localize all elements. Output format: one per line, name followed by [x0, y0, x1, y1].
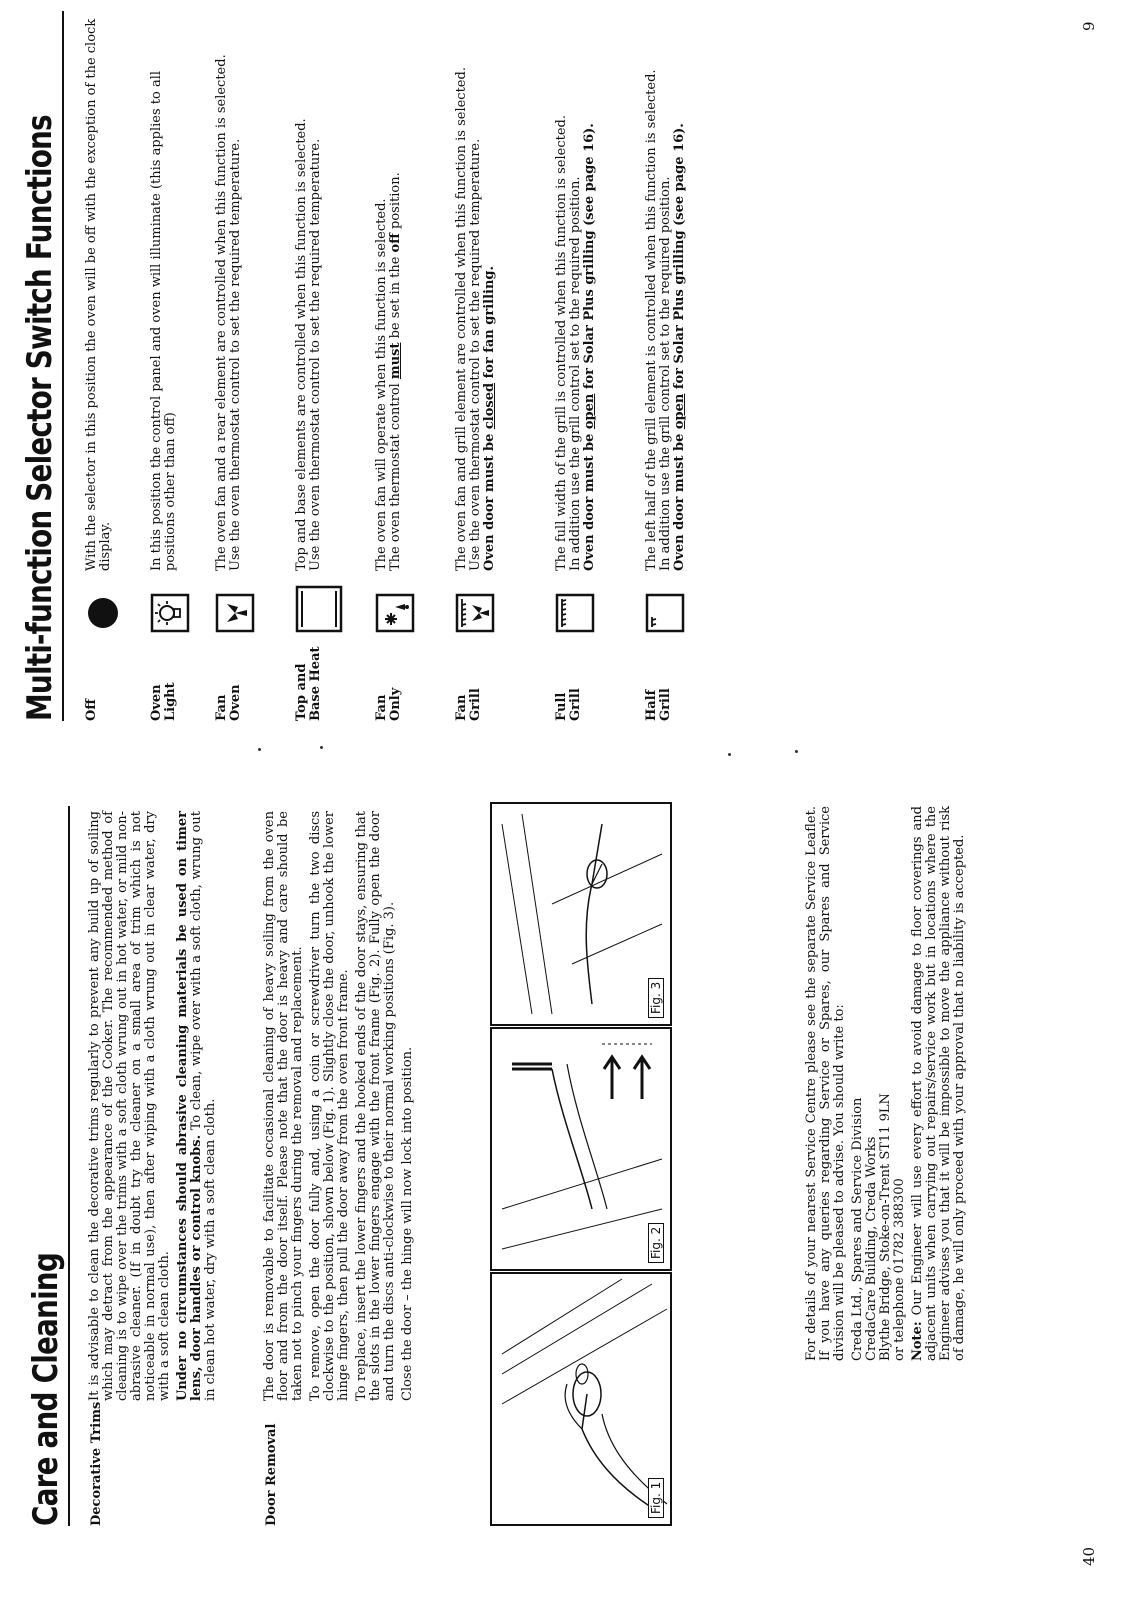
figure-1: [490, 1272, 672, 1526]
emphasis-underlined: open: [582, 393, 597, 430]
description-line: The oven fan will operate when this function is selected.: [374, 198, 389, 571]
function-description: [555, 11, 597, 571]
service-address: [851, 806, 907, 1361]
text-segment: The oven thermostat control: [388, 379, 403, 571]
fan-only-icon: [375, 593, 415, 633]
decorative-trims-label: Decorative Trims: [89, 1401, 104, 1526]
margin-dot: [320, 746, 323, 749]
door-removal-para2: To remove, open the door fully and, using a coin or screwdriver turn the two discs clockwise to the position, shown below (Fig. 1). Slightly close the door, unhook the lower hinge fingers, then pull the door away from the oven front frame.: [308, 811, 351, 1401]
figure-3: [490, 802, 672, 1026]
page-title: Multi-function Selector Switch Functions: [20, 115, 60, 721]
function-row-off: [84, 18, 129, 721]
address-line-3: Blythe Bridge, Stoke-on-Trent ST11 9LN: [878, 1093, 893, 1361]
function-description: [150, 11, 178, 571]
function-name-line2: Base Heat: [308, 646, 323, 721]
function-row-fan-oven: [215, 21, 265, 721]
note-label: Note:: [910, 1321, 925, 1361]
text-segment: for Solar Plus grilling (see page 16).: [582, 123, 597, 394]
function-description: [295, 11, 323, 571]
function-description: [85, 11, 113, 571]
function-row-top-base-heat: [295, 21, 355, 721]
function-name-line1: Top and: [294, 663, 309, 721]
description-line: Use the oven thermostat control to set the required temperature.: [468, 138, 483, 571]
function-name-line2: Only: [388, 687, 403, 721]
function-name: [645, 636, 673, 721]
margin-dot: [258, 748, 261, 751]
text-segment: for Solar Plus grilling (see page 16).: [672, 123, 687, 394]
figure-2: [490, 1027, 672, 1271]
function-name: [215, 636, 243, 721]
door-removal-label: Door Removal: [264, 1423, 279, 1526]
service-para: For details of your nearest Service Centre please see the separate Service Leaflet. If you have any queries regarding Service or Spares, our Spares and Service division will be pleased to advise. You should write to:: [804, 806, 847, 1361]
figure-2-drawing: [492, 1029, 670, 1269]
margin-dot: [795, 750, 798, 753]
margin-dot: [728, 753, 731, 756]
fan-icon: [215, 593, 255, 633]
door-removal-text: [263, 811, 419, 1401]
text-segment: Oven door must be: [672, 429, 687, 571]
function-name: [555, 636, 583, 721]
title-rule: [68, 806, 70, 1526]
function-row-oven-light: [150, 21, 194, 721]
warning-rest: To clean, wipe over with a soft cloth, wrung out in clean hot water, dry with a soft clean cloth.: [189, 811, 218, 1401]
door-removal-para3: To replace, insert the lower fingers and the hooked ends of the door stays, ensuring that the slots in the lower fingers engage with the front frame (Fig. 2). Fully open the door and turn the discs anti-clockwise to their normal working positions (Fig. 3).: [354, 811, 397, 1401]
decorative-trims-para: It is advisable to clean the decorative trims regularly to prevent any build up of soiling which may detract from the appearance of the Cooker. The recommended method of cleaning is to wipe over the trims with a soft cloth wrung out in hot water, or mild non-abrasive cleaner. (If in doubt try the cleaner on a small area of trim which is not noticeable in normal use), then after wiping with a cloth wrung out in clear water, dry with a soft clean cloth.: [87, 811, 172, 1401]
function-name-line2: Oven: [228, 684, 243, 721]
figure-3-caption: Fig. 3: [648, 978, 664, 1018]
description-line: Use the oven thermostat control to set the required temperature.: [308, 138, 323, 571]
function-description: [215, 11, 243, 571]
description-line: In this position the control panel and oven will illuminate (this applies to all positions other than off): [149, 70, 178, 571]
function-name-line1: Oven: [149, 684, 164, 721]
door-removal-para1: The door is removable to facilitate occasional cleaning of heavy soiling from the oven floor and from the door itself. Please note that the door is heavy and care should be taken not to pinch your fingers during the removal and replacement.: [262, 811, 305, 1401]
description-line: The full width of the grill is controlled when this function is selected.: [554, 115, 569, 571]
function-name: [295, 636, 323, 721]
function-description: [645, 11, 687, 571]
function-name-line2: Light: [163, 682, 178, 721]
address-line-1: Creda Ltd., Spares and Service Division: [850, 1097, 865, 1361]
text-segment: for fan grilling.: [482, 265, 497, 383]
description-line: With the selector in this position the oven will be off with the exception of the clock display.: [84, 18, 113, 571]
function-name-line1: Fan: [374, 694, 389, 721]
left-page: [0, 801, 1132, 1601]
page-number-left: 40: [1080, 1546, 1098, 1566]
description-line-bold: [483, 11, 497, 571]
description-line: In addition use the grill control set to the required position.: [568, 176, 583, 571]
function-name: [85, 636, 99, 721]
page-title: Care and Cleaning: [26, 1253, 66, 1526]
address-line-2: CredaCare Building, Creda Works: [864, 1136, 879, 1361]
title-rule: [62, 11, 64, 721]
text-segment: Oven door must be: [482, 429, 497, 571]
function-name-line2: Grill: [658, 688, 673, 721]
filled-circle-icon: [85, 593, 125, 633]
description-line: The oven fan and a rear element are controlled when this function is selected.: [214, 54, 229, 571]
door-removal-para4: Close the door – the hinge will now lock into position.: [400, 1046, 415, 1401]
emphasis-underlined: closed: [482, 382, 497, 430]
full-grill-icon: [555, 593, 595, 633]
figure-1-drawing: [492, 1274, 670, 1524]
figure-1-caption: Fig. 1: [648, 1478, 664, 1518]
figure-2-caption: Fig. 2: [648, 1223, 664, 1263]
text-segment: position.: [388, 172, 403, 234]
figure-3-drawing: [492, 804, 670, 1024]
note-text: Our Engineer will use every effort to avoid damage to floor coverings and adjacent units when carrying out repairs/service work but in locations where the Engineer advises you that it will be impossible to move the appliance without risk of damage, he will only proceed with your approval that no liability is accepted.: [910, 806, 967, 1361]
service-text: [805, 806, 971, 1361]
function-name-line1: Full: [554, 692, 569, 721]
function-name: [150, 636, 178, 721]
function-row-half-grill: [645, 21, 705, 721]
description-line: The oven fan and grill element are controlled when this function is selected.: [454, 67, 469, 571]
fan-grill-icon: [455, 593, 495, 633]
address-line-4: or telephone 01782 388300: [892, 1178, 907, 1361]
function-name-line1: Half: [644, 689, 659, 721]
page-number-right: 9: [1080, 21, 1098, 31]
description-line: Top and base elements are controlled when this function is selected.: [294, 118, 309, 571]
warning-bold: Under no circumstances should abrasive cleaning materials be used on timer lens, door handles or control knobs.: [175, 811, 204, 1401]
decorative-trims-text: [88, 811, 222, 1401]
function-name-line1: Fan: [454, 694, 469, 721]
function-name-line1: Fan: [214, 694, 229, 721]
text-segment: be set in the: [388, 252, 403, 343]
function-name: [455, 636, 483, 721]
text-segment: Oven door must be: [582, 429, 597, 571]
description-line: [389, 11, 403, 571]
function-name-line2: Grill: [468, 688, 483, 721]
function-name: [375, 636, 403, 721]
description-line-bold: [673, 11, 687, 571]
emphasis-must: must: [388, 342, 403, 380]
description-line-bold: [583, 11, 597, 571]
lamp-icon: [150, 593, 190, 633]
description-line: Use the oven thermostat control to set the required temperature.: [228, 138, 243, 571]
function-description: [455, 11, 497, 571]
function-row-fan-grill: [455, 21, 515, 721]
emphasis-off: off: [388, 233, 403, 253]
description-line: In addition use the grill control set to the required position.: [658, 176, 673, 571]
function-name-line2: Grill: [568, 688, 583, 721]
service-note: [911, 806, 967, 1361]
function-description: [375, 11, 403, 571]
function-row-full-grill: [555, 21, 605, 721]
decorative-trims-warning: [176, 811, 218, 1401]
function-row-fan-only: [375, 21, 425, 721]
top-base-heat-icon: [295, 585, 343, 633]
half-grill-icon: [645, 593, 685, 633]
description-line: The left half of the grill element is controlled when this function is selected.: [644, 69, 659, 571]
emphasis-underlined: open: [672, 393, 687, 430]
function-name-line1: Off: [84, 699, 99, 721]
